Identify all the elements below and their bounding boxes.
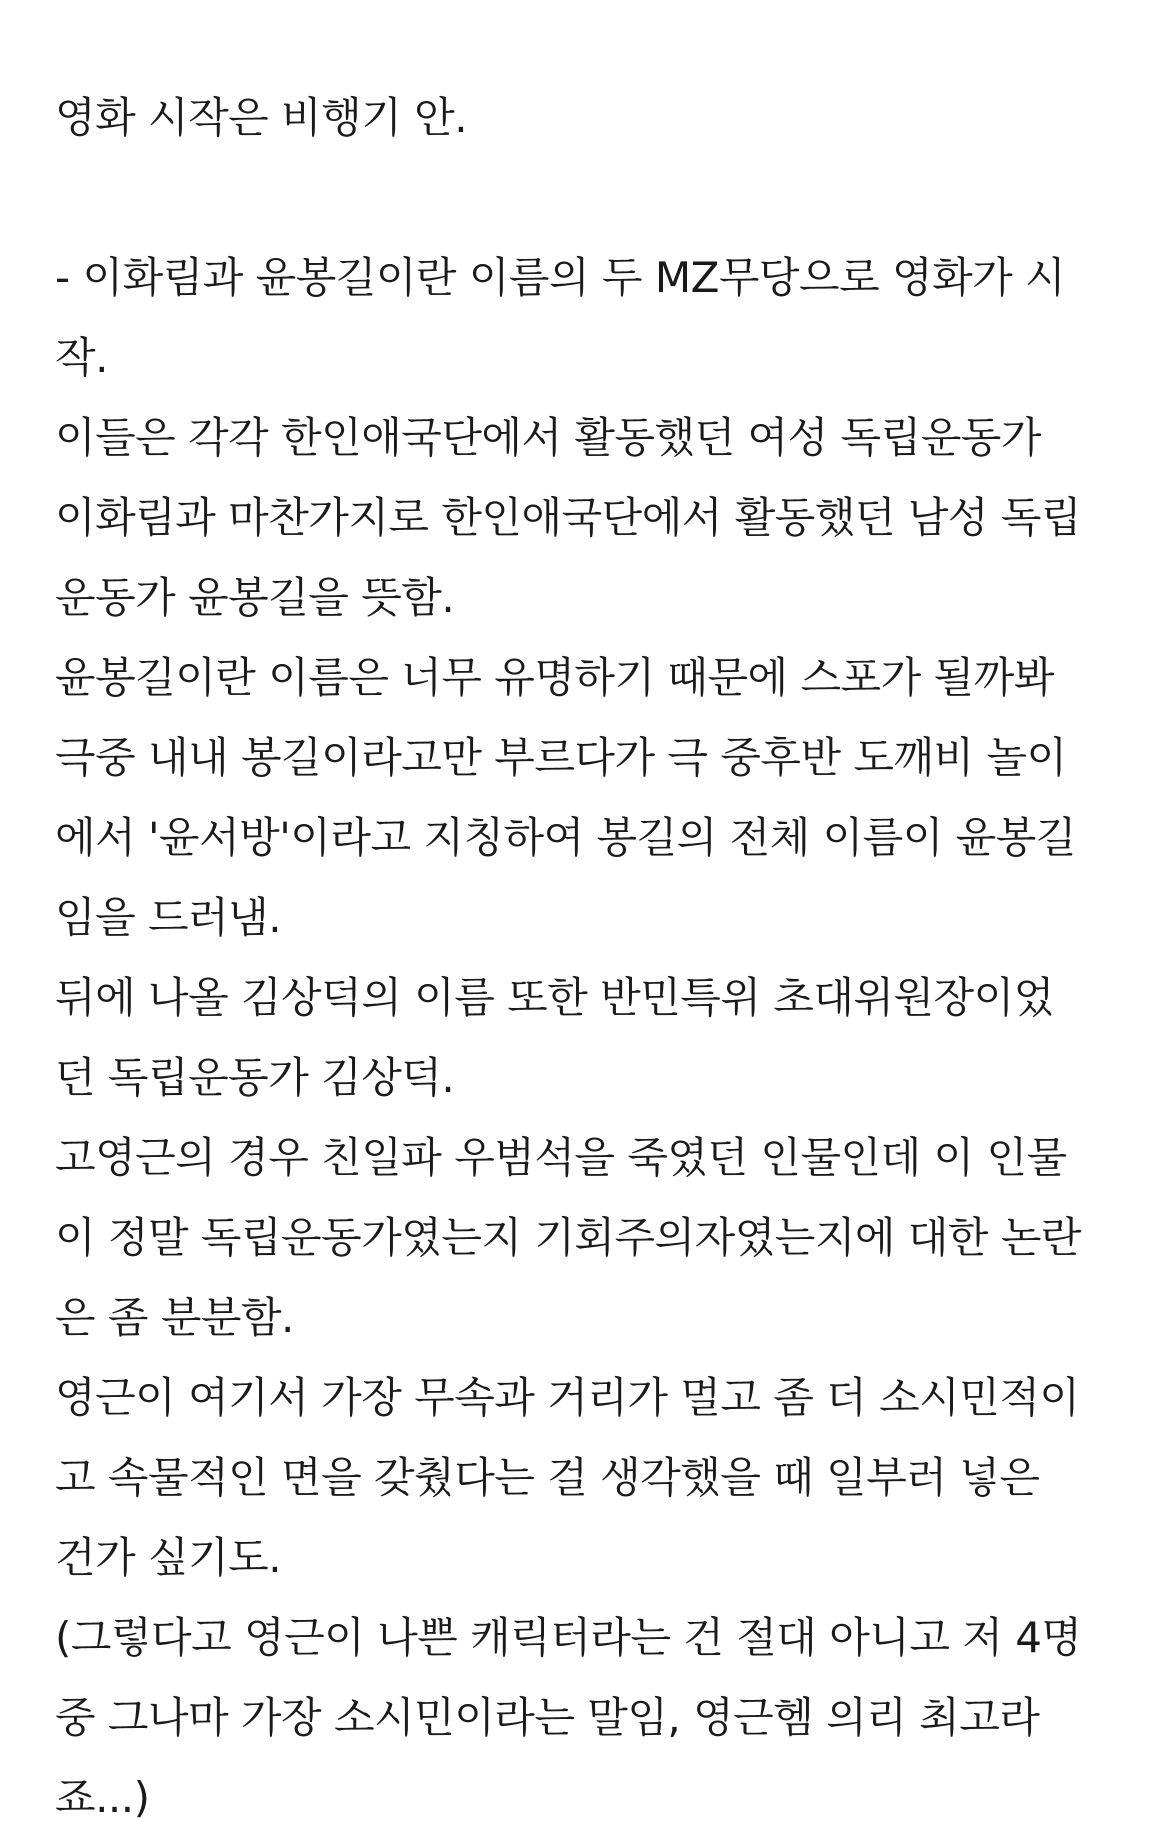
text-line: 고 속물적인 면을 갖췄다는 걸 생각했을 때 일부러 넣은 xyxy=(55,1453,1040,1502)
text-line: 던 독립운동가 김상덕. xyxy=(55,1053,455,1102)
text-line: 죠...) xyxy=(55,1773,150,1822)
text-line: 영화 시작은 비행기 안. xyxy=(55,93,468,142)
text-line: 임을 드러냄. xyxy=(55,893,282,942)
text-line: 작. xyxy=(55,333,108,382)
blank-line xyxy=(55,158,1120,238)
text-line: 이들은 각각 한인애국단에서 활동했던 여성 독립운동가 xyxy=(55,413,1041,462)
text-line: 운동가 윤봉길을 뜻함. xyxy=(55,573,455,622)
text-line: 윤봉길이란 이름은 너무 유명하기 때문에 스포가 될까봐 xyxy=(55,653,1054,702)
text-line: - 이화림과 윤봉길이란 이름의 두 MZ무당으로 영화가 시 xyxy=(55,253,1066,302)
text-line: 고영근의 경우 친일파 우범석을 죽였던 인물인데 이 인물 xyxy=(55,1133,1067,1182)
text-line: 건가 싶기도. xyxy=(55,1533,282,1582)
text-line: 은 좀 분분함. xyxy=(55,1293,294,1342)
text-line: 이화림과 마찬가지로 한인애국단에서 활동했던 남성 독립 xyxy=(55,493,1081,542)
text-line: 이 정말 독립운동가였는지 기회주의자였는지에 대한 논란 xyxy=(55,1213,1081,1262)
text-line: 극중 내내 봉길이라고만 부르다가 극 중후반 도깨비 놀이 xyxy=(55,733,1067,782)
text-line: 영근이 여기서 가장 무속과 거리가 멀고 좀 더 소시민적이 xyxy=(55,1373,1080,1422)
text-line: 뒤에 나올 김상덕의 이름 또한 반민특위 초대위원장이었 xyxy=(55,973,1054,1022)
text-line: 중 그나마 가장 소시민이라는 말임, 영근헴 의리 최고라 xyxy=(55,1693,1040,1742)
text-line: 에서 '윤서방'이라고 지칭하여 봉길의 전체 이름이 윤봉길 xyxy=(55,813,1076,862)
text-line: (그렇다고 영근이 나쁜 캐릭터라는 건 절대 아니고 저 4명 xyxy=(55,1613,1082,1662)
